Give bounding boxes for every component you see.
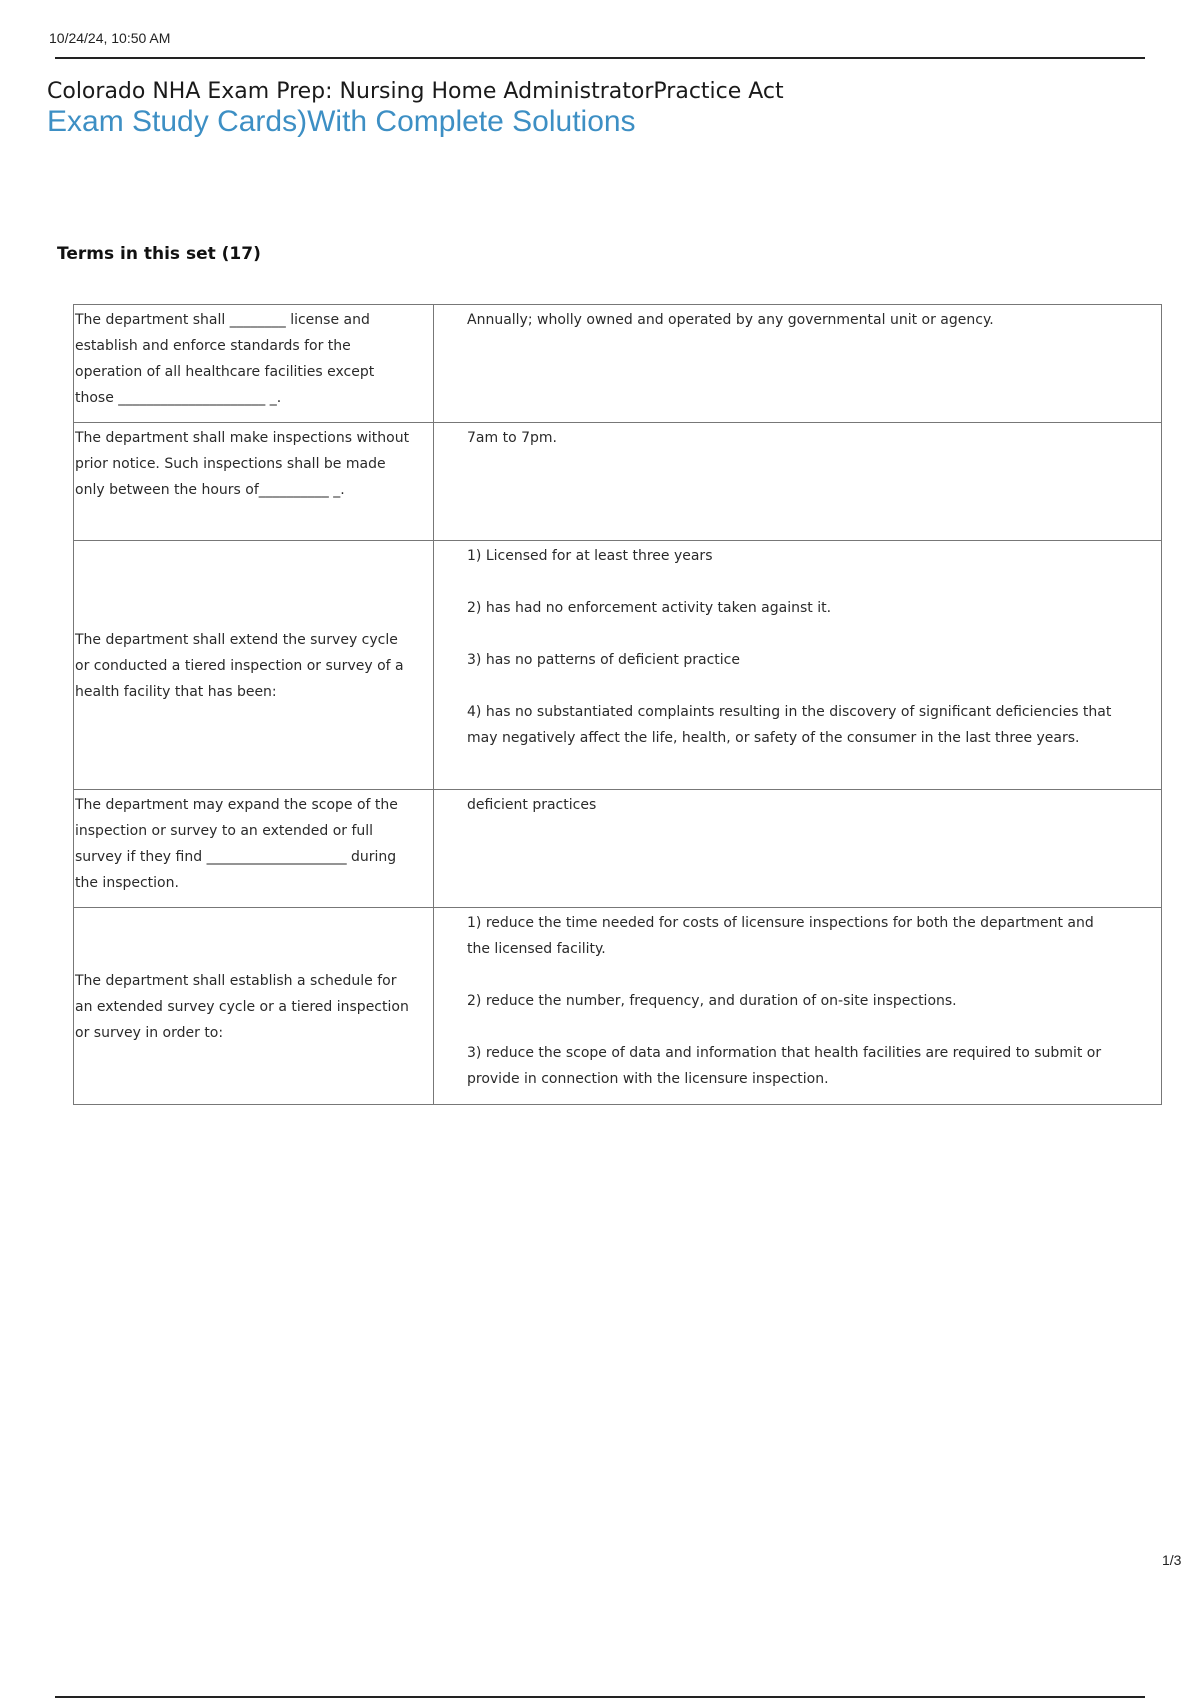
definition-item: Annually; wholly owned and operated by any governmental unit or agency. — [467, 312, 994, 328]
definition-item: 3) reduce the scope of data and information that health facilities are required to submit or provide in connection with the licensure inspection. — [467, 1045, 1102, 1087]
card-definition — [434, 305, 1162, 423]
card-term: The department shall extend the survey cycle or conducted a tiered inspection or survey of a health facility that has been: — [74, 541, 434, 790]
definition-item: 4) has no substantiated complaints resulting in the discovery of significant deficiencies that may negatively affect the life, health, or safety of the consumer in the last three years. — [467, 704, 1112, 746]
definition-item: 1) Licensed for at least three years — [467, 548, 713, 564]
definition-item: 7am to 7pm. — [467, 430, 557, 446]
card-term: The department shall make inspections without prior notice. Such inspections shall be made only between the hours of__________ _. — [74, 423, 434, 541]
definition-item: 2) has had no enforcement activity taken against it. — [467, 600, 832, 616]
top-divider — [55, 57, 1145, 59]
definition-item: deficient practices — [467, 797, 597, 813]
document-subtitle: Exam Study Cards)With Complete Solutions — [47, 105, 636, 138]
card-term: The department shall establish a schedule for an extended survey cycle or a tiered inspection or survey in order to: — [74, 908, 434, 1105]
card-term: The department shall ________ license and establish and enforce standards for the operation of all healthcare facilities except those _____________________ _. — [74, 305, 434, 423]
definition-item: 3) has no patterns of deficient practice — [467, 652, 740, 668]
definition-item: 2) reduce the number, frequency, and duration of on-site inspections. — [467, 993, 957, 1009]
terms-count-heading: Terms in this set (17) — [57, 244, 261, 264]
study-cards-table — [73, 304, 1162, 1105]
document-title: Colorado NHA Exam Prep: Nursing Home AdministratorPractice Act — [47, 79, 784, 104]
card-row — [74, 305, 1162, 423]
print-timestamp: 10/24/24, 10:50 AM — [49, 30, 171, 46]
page-number: 1/3 — [1162, 1552, 1182, 1568]
definition-item: 1) reduce the time needed for costs of licensure inspections for both the department and the licensed facility. — [467, 915, 1094, 957]
card-term: The department may expand the scope of the inspection or survey to an extended or full survey if they find ____________________ during the inspection. — [74, 790, 434, 908]
card-definition — [434, 423, 1162, 541]
card-row — [74, 541, 1162, 790]
bottom-divider — [55, 1696, 1145, 1698]
card-definition — [434, 908, 1162, 1105]
card-row — [74, 423, 1162, 541]
card-definition — [434, 541, 1162, 790]
card-row — [74, 908, 1162, 1105]
card-row — [74, 790, 1162, 908]
card-definition — [434, 790, 1162, 908]
